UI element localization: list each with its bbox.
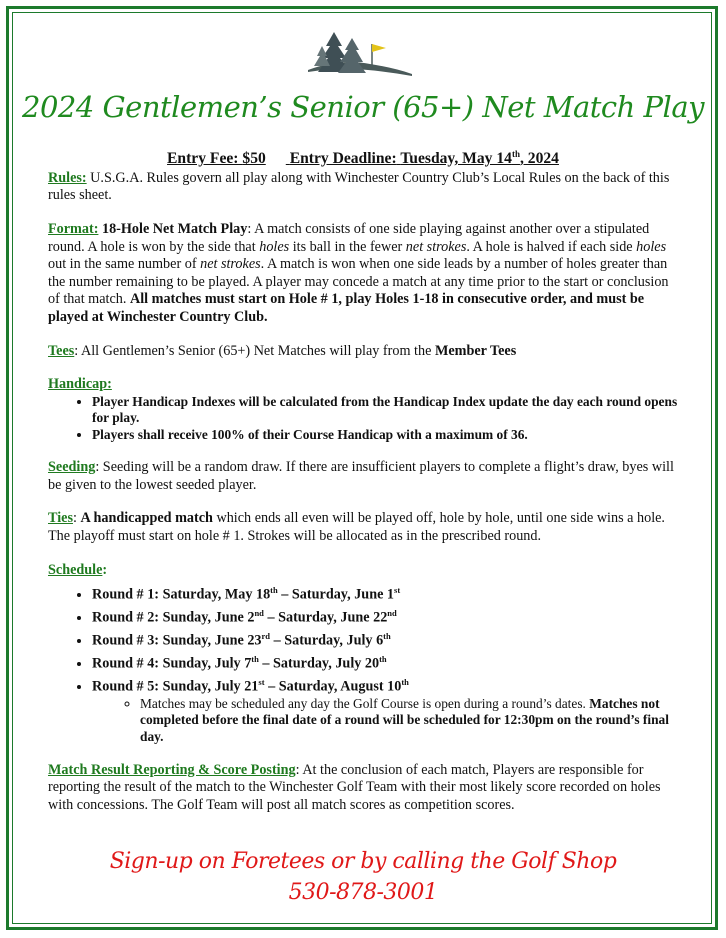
tees-section (48, 343, 678, 361)
format-italic-4: net strokes (200, 256, 261, 273)
ties-label: Ties (48, 510, 73, 527)
entry-deadline-label: Entry Deadline: (289, 150, 397, 168)
reporting-section (48, 762, 678, 815)
schedule-note (140, 696, 678, 746)
format-text-4: out in the same number of (48, 256, 201, 273)
seeding-label: Seeding (48, 459, 96, 476)
format-bold-text: All matches must start on Hole # 1, play Holes 1-18 in consecutive order, and must be played at Winchester Country Club. (48, 291, 645, 325)
schedule-label: Schedule (48, 561, 103, 578)
rules-section (48, 170, 678, 205)
schedule-note-text: Matches may be scheduled any day the Golf Course is open during a round’s dates. (140, 695, 590, 711)
rules-label: Rules: (48, 169, 87, 186)
reporting-label: Match Result Reporting & Score Posting (48, 761, 296, 778)
format-italic-2: net strokes (405, 238, 467, 255)
tees-bold: Member Tees (434, 342, 517, 359)
ties-text: which ends all even will be played off, hole by hole, until one side wins a hole. The playoff must start on hole # 1. Strokes will be allocated as in the prescribed round. (48, 510, 665, 544)
round-item: • Round # 2: Sunday, June 2nd – Saturday, June 22nd (92, 604, 678, 627)
ties-colon: : (72, 510, 81, 527)
pine-trees-flag-logo-icon (300, 30, 420, 82)
format-text-3: . A hole is halved if each side (466, 238, 637, 255)
entry-deadline-suffix: th (511, 149, 520, 159)
seeding-text: : Seeding will be a random draw. If there are insufficient players to complete a flight’s draw, byes will be given to the lowest seeded player. (48, 459, 674, 493)
ties-bold: A handicapped match (80, 510, 213, 527)
entry-fee-label: Entry Fee: (167, 150, 239, 168)
rules-text: U.S.G.A. Rules govern all play along with Winchester Country Club’s Local Rules on the back of this rules sheet. (48, 169, 670, 204)
page-title: 2024 Gentlemen’s Senior (65+) Net Match Play (22, 90, 704, 124)
handicap-label: Handicap: (48, 376, 112, 393)
schedule-notes (92, 696, 678, 746)
format-text-5: . A match is won when one side leads by a number of holes greater than the number remaining to be played. A player may concede a match at any time prior to the start or conclusion of that match. (48, 256, 669, 308)
round-item: • Round # 4: Sunday, July 7th – Saturday, July 20th (92, 650, 678, 673)
rounds-list (48, 581, 678, 745)
handicap-list (48, 394, 678, 444)
handicap-item: • Players shall receive 100% of their Course Handicap with a maximum of 36. (92, 427, 678, 444)
tees-label: Tees (48, 342, 75, 359)
entry-line (48, 146, 678, 168)
round-item: • Round # 1: Saturday, May 18th – Saturday, June 1st (92, 581, 678, 604)
format-italic-1: holes (259, 238, 290, 255)
format-text-1: : A match consists of one side playing against another over a stipulated round. A hole is won by the side that (48, 220, 650, 255)
format-label: Format: (48, 220, 99, 237)
seeding-section (48, 459, 678, 494)
entry-deadline-year: , 2024 (519, 150, 559, 168)
reporting-text: : At the conclusion of each match, Players are responsible for reporting the result of the match to the Winchester Golf Team with their most likely score recorded on holes with concessions. The Golf Team will post all match scores as competition scores. (48, 761, 661, 813)
entry-deadline-value: Tuesday, May 14 (400, 150, 512, 168)
format-section (48, 221, 678, 327)
round-item: • Round # 5: Sunday, July 21st – Saturday, August 10th ◦ Matches may be scheduled any day the Golf Course is open during a round’s dates. Matches not completed before the final date of a round will be scheduled for 12:30pm on the round’s final day. (92, 673, 678, 746)
signup-text: Sign-up on Foretees or by calling the Golf Shop (109, 849, 617, 874)
handicap-section (48, 376, 678, 443)
round-item: • Round # 3: Sunday, June 23rd – Saturday, July 6th (92, 627, 678, 650)
ties-section (48, 510, 678, 545)
signup-footer (0, 846, 726, 908)
handicap-item: • Player Handicap Indexes will be calculated from the Handicap Index update the day each round opens for play. (92, 394, 678, 427)
schedule-section: Schedule: • Round # 1: Saturday, May 18th – Saturday, June 1st • Round # 2: Sunday, June 2nd – Saturday, June 22nd • Round # 3: Sunday, June 23rd – Saturday, July 6th • Round # 4: Sunday, July 7th – Saturday, July 20th • Round # 5: Sunday, July 21st – Saturday, August 10th ◦ Matches may be scheduled any day the Golf Course is open during a round’s dates. Matches not completed before the final date of a round will be scheduled for 12:30pm on the round’s final day. (48, 562, 678, 746)
entry-fee-value: $50 (242, 150, 266, 168)
format-italic-3: holes (636, 238, 667, 255)
rules-sheet-body (48, 146, 678, 814)
format-text-2: its ball in the fewer (289, 238, 406, 255)
format-heading: 18-Hole Net Match Play (101, 220, 248, 237)
golf-shop-phone: 530-878-3001 (288, 880, 438, 905)
tees-text: : All Gentlemen’s Senior (65+) Net Matches will play from the (74, 342, 435, 359)
schedule-note-bold: Matches not completed before the final date of a round will be scheduled for 12:30pm on the round’s final day. (140, 695, 669, 745)
